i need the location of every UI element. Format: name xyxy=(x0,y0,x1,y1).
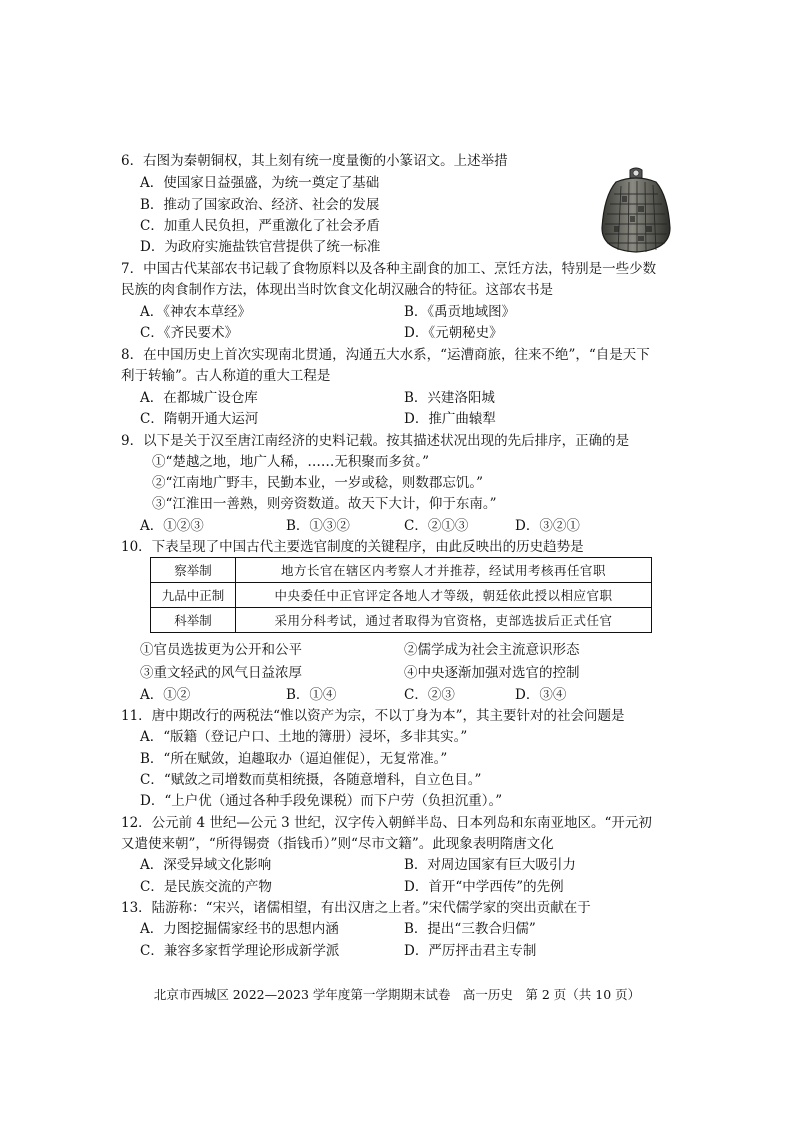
q12-stem-line-2: 又遣使来朝”，“所得锡赍（指钱币）”则“尽市文籍”。此现象表明隋唐文化 xyxy=(121,836,554,852)
q10-item-3: ③重文轻武的风气日益浓厚 xyxy=(140,665,302,681)
q11-option-c: C．“赋敛之司增数而莫相统摄，各随意增科，自立色目。” xyxy=(140,772,482,788)
q12-option-b: B．对周边国家有巨大吸引力 xyxy=(404,857,576,873)
q9-item-3: ③“江淮田一善熟，则旁资数道。故天下大计，仰于东南。” xyxy=(152,496,497,512)
q12-option-d: D．首开“中学西传”的先例 xyxy=(404,879,564,895)
q12-option-c: C．是民族交流的产物 xyxy=(140,879,272,895)
q10-item-4: ④中央逐渐加强对选官的控制 xyxy=(404,665,580,681)
q10-option-a: A．①② xyxy=(140,687,191,703)
system-procedure: 地方长官在辖区内考察人才并推荐，经试用考核再任官职 xyxy=(236,558,652,583)
q7-option-b: B．《禹贡地域图》 xyxy=(404,304,516,320)
q6-option-d: D．为政府实施盐铁官营提供了统一标准 xyxy=(140,239,381,255)
system-procedure: 采用分科考试，通过者取得为官资格，吏部选拔后正式任官 xyxy=(236,608,652,633)
q8-stem-line-1: 8．在中国历史上首次实现南北贯通，沟通五大水系，“运漕商旅，往来不绝”，“自是天下 xyxy=(121,347,650,363)
q8-option-d: D．推广曲辕犁 xyxy=(404,411,496,427)
q13-option-b: B．提出“三教合归儒” xyxy=(404,921,536,937)
q12-stem-line-1: 12．公元前 4 世纪—公元 3 世纪，汉字传入朝鲜半岛、日本列岛和东南亚地区。“开元初 xyxy=(121,815,652,831)
system-procedure: 中央委任中正官评定各地人才等级，朝廷依此授以相应官职 xyxy=(236,583,652,608)
bronze-weight-image xyxy=(596,166,676,256)
q8-option-c: C．隋朝开通大运河 xyxy=(140,411,259,427)
system-name: 科举制 xyxy=(151,608,236,633)
q7-option-a: A．《神农本草经》 xyxy=(140,304,251,320)
q8-option-a: A．在都城广设仓库 xyxy=(140,390,258,406)
q13-option-c: C．兼容多家哲学理论形成新学派 xyxy=(140,943,340,959)
q10-option-c: C．②③ xyxy=(404,687,455,703)
q9-stem: 9．以下是关于汉至唐江南经济的史料记载。按其描述状况出现的先后排序，正确的是 xyxy=(121,433,630,449)
table-row xyxy=(151,558,652,583)
q8-option-b: B．兴建洛阳城 xyxy=(404,390,495,406)
q10-item-2: ②儒学成为社会主流意识形态 xyxy=(404,642,580,658)
q6-option-a: A．使国家日益强盛，为统一奠定了基础 xyxy=(140,175,380,191)
selection-system-table xyxy=(150,557,652,633)
q9-option-d: D．③②① xyxy=(515,518,580,534)
q10-stem: 10．下表呈现了中国古代主要选官制度的关键程序，由此反映出的历史趋势是 xyxy=(121,539,584,555)
q12-option-a: A．深受异域文化影响 xyxy=(140,857,272,873)
q9-item-1: ①“楚越之地，地广人稀，……无积聚而多贫。” xyxy=(152,454,430,470)
q10-option-b: B．①④ xyxy=(286,687,337,703)
q13-stem: 13．陆游称：“宋兴，诸儒相望，有出汉唐之上者。”宋代儒学家的突出贡献在于 xyxy=(121,900,591,916)
q11-option-b: B．“所在赋敛，迫趣取办（逼迫催促），无复常准。” xyxy=(140,751,448,767)
q9-option-c: C．②①③ xyxy=(404,518,469,534)
q6-option-c: C．加重人民负担，严重激化了社会矛盾 xyxy=(140,218,380,234)
q11-stem: 11．唐中期改行的两税法“惟以资产为宗，不以丁身为本”，其主要针对的社会问题是 xyxy=(121,708,625,724)
q7-stem-line-1: 7．中国古代某部农书记载了食物原料以及各种主副食的加工、烹饪方法，特别是一些少数 xyxy=(121,261,657,277)
q8-stem-line-2: 利于转输”。古人称道的重大工程是 xyxy=(121,368,331,384)
q10-option-d: D．③④ xyxy=(515,687,567,703)
q6-stem: 6．右图为秦朝铜权，其上刻有统一度量衡的小篆诏文。上述举措 xyxy=(121,153,508,169)
q9-option-a: A．①②③ xyxy=(140,518,204,534)
q6-option-b: B．推动了国家政治、经济、社会的发展 xyxy=(140,197,380,213)
q7-option-d: D．《元朝秘史》 xyxy=(404,325,503,341)
q7-stem-line-2: 民族的肉食制作方法，体现出当时饮食文化胡汉融合的特征。这部农书是 xyxy=(121,282,553,298)
q10-item-1: ①官员选拔更为公开和公平 xyxy=(140,642,302,658)
q7-option-c: C．《齐民要术》 xyxy=(140,325,239,341)
table-row xyxy=(151,608,652,633)
q13-option-d: D．严厉抨击君主专制 xyxy=(404,943,537,959)
system-name: 察举制 xyxy=(151,558,236,583)
q11-option-a: A．“版籍（登记户口、土地的簿册）浸坏，多非其实。” xyxy=(140,729,468,745)
q13-option-a: A．力图挖掘儒家经书的思想内涵 xyxy=(140,921,339,937)
table-row xyxy=(151,583,652,608)
page-footer: 北京市西城区 2022—2023 学年度第一学期期末试卷 高一历史 第 2 页（共 10 页） xyxy=(153,987,641,1002)
q9-item-2: ②“江南地广野丰，民勤本业，一岁或稔，则数郡忘饥。” xyxy=(152,475,484,491)
system-name: 九品中正制 xyxy=(151,583,236,608)
q9-option-b: B．①③② xyxy=(286,518,350,534)
q11-option-d: D．“上户优（通过各种手段免课税）而下户劳（负担沉重）。” xyxy=(140,793,503,809)
